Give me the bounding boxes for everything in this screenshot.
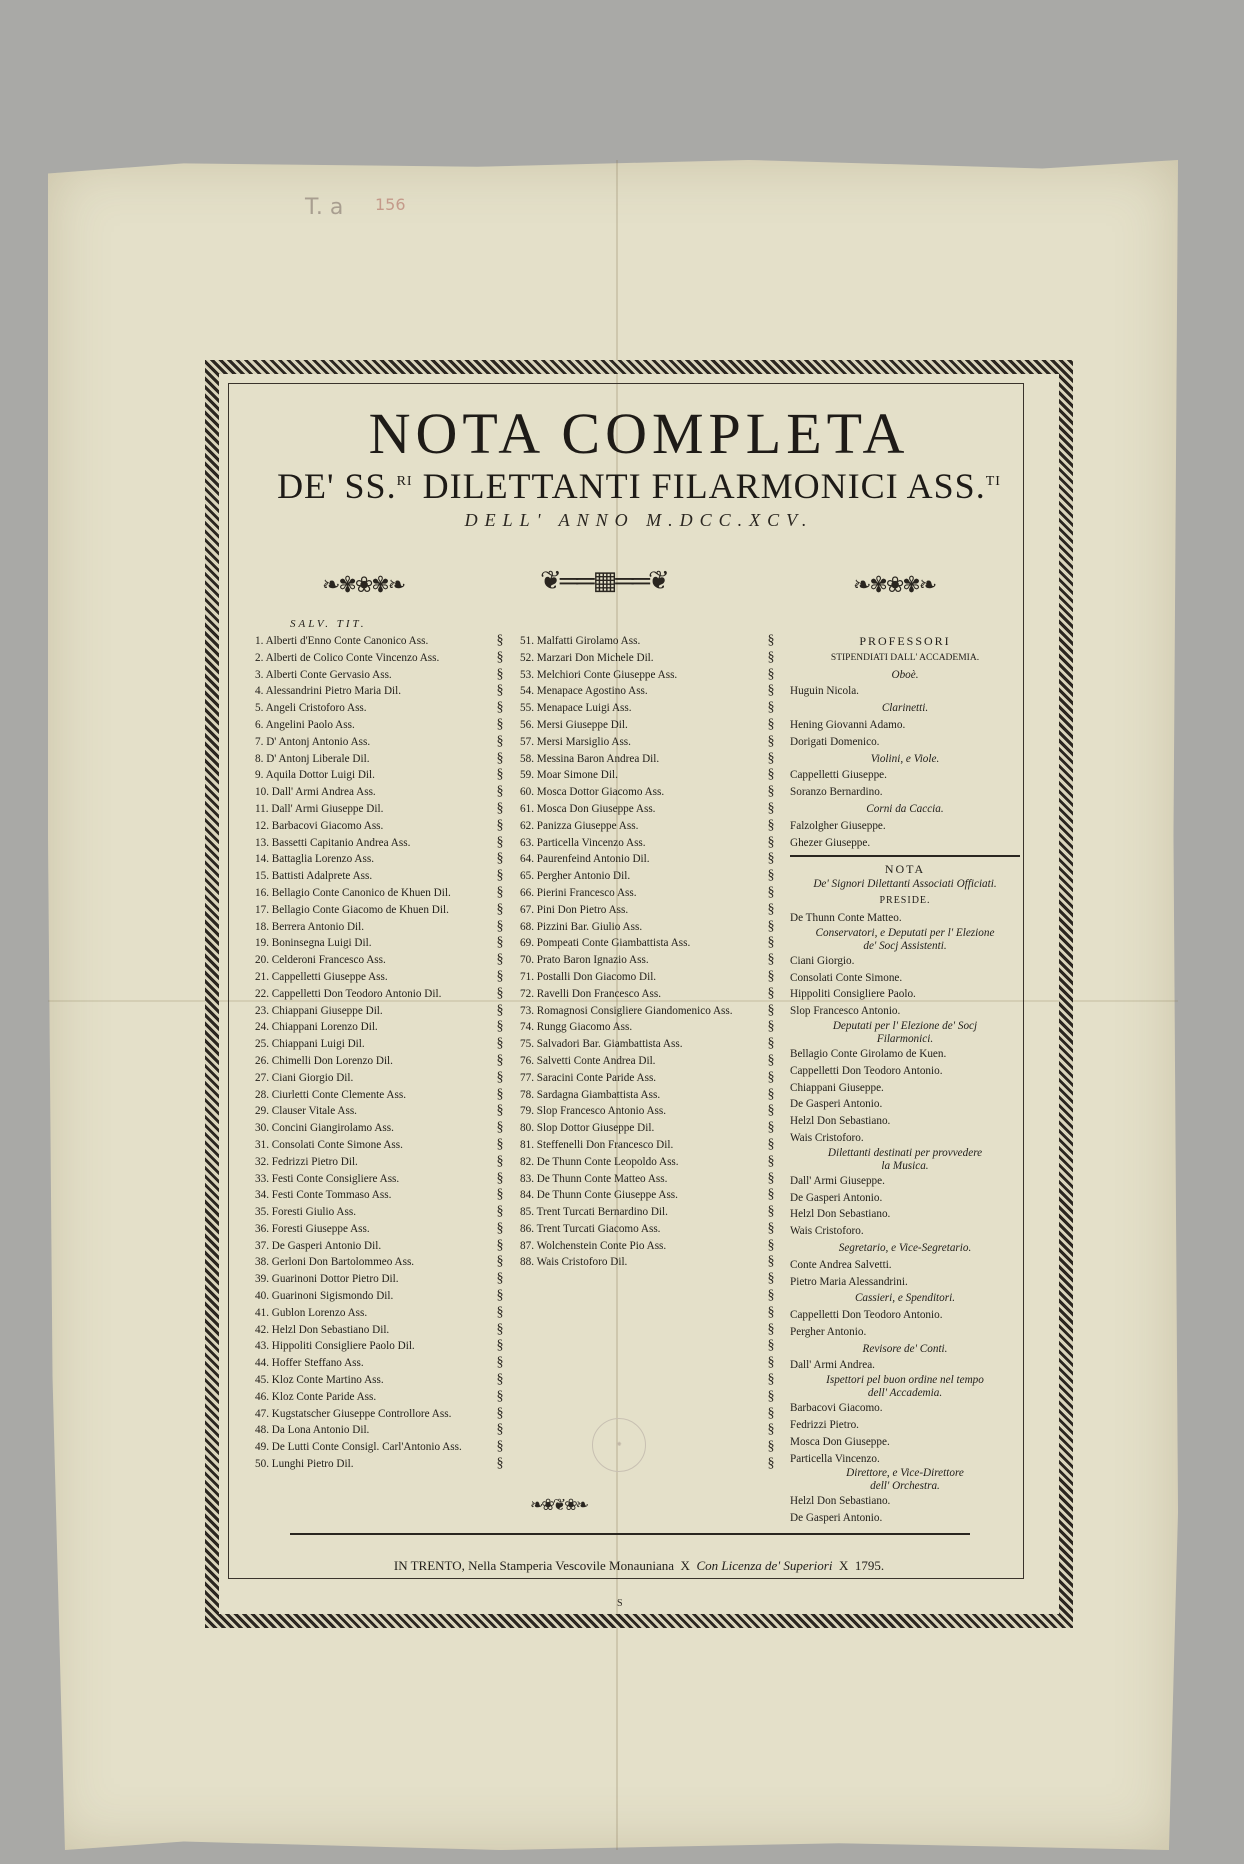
member-row: 34. Festi Conte Tommaso Ass. — [255, 1189, 392, 1202]
cassieri-list — [790, 1307, 1020, 1341]
member-row: 88. Wais Cristoforo Dil. — [520, 1256, 628, 1269]
divider-ornament: § — [496, 985, 504, 1001]
member-row: 86. Trent Turcati Giacomo Ass. — [520, 1222, 661, 1235]
member-row: 6. Angelini Paolo Ass. — [255, 718, 355, 731]
member-row: 76. Salvetti Conte Andrea Dil. — [520, 1054, 656, 1067]
members-list-1 — [255, 633, 462, 1473]
divider-ornament: § — [767, 1271, 775, 1287]
member-row: 30. Concini Giangirolamo Ass. — [255, 1122, 394, 1135]
divider-ornament: § — [496, 1204, 504, 1220]
member-row: 11. Dall' Armi Giuseppe Dil. — [255, 802, 384, 815]
member-row: 68. Pizzini Bar. Giulio Ass. — [520, 920, 643, 933]
divider-ornament: § — [767, 817, 775, 833]
imprint-licence: Con Licenza de' Superiori — [696, 1558, 833, 1573]
member-row: 74. Rungg Giacomo Ass. — [520, 1021, 633, 1034]
divider-ornament: § — [767, 952, 775, 968]
year-line: DELL' ANNO M.DCC.XCV. — [464, 510, 814, 530]
divider-ornament: § — [496, 666, 504, 682]
divider-ornament: § — [496, 649, 504, 665]
officer-name: Ghezer Giuseppe. — [790, 836, 871, 849]
member-row: 5. Angeli Cristoforo Ass. — [255, 702, 367, 715]
officer-name: Dall' Armi Giuseppe. — [790, 1174, 885, 1187]
member-row: 26. Chimelli Don Lorenzo Dil. — [255, 1054, 393, 1067]
divider-ornament: § — [496, 1187, 504, 1203]
officer-name: Helzl Don Sebastiano. — [790, 1115, 891, 1128]
page-title: NOTA COMPLETA — [368, 401, 910, 466]
divider-ornament: § — [767, 901, 775, 917]
officer-name: Conte Andrea Salvetti. — [790, 1258, 892, 1271]
divider-ornament: § — [496, 1170, 504, 1186]
member-row: 83. De Thunn Conte Matteo Ass. — [520, 1172, 668, 1185]
imprint-separator-2: X — [838, 1558, 849, 1573]
divider-ornament: § — [767, 683, 775, 699]
officer-name: Huguin Nicola. — [790, 685, 859, 698]
divider-ornament: § — [496, 868, 504, 884]
professori-subheading: STIPENDIATI DALL' ACCADEMIA. — [830, 652, 980, 663]
divider-ornament: § — [496, 851, 504, 867]
officer-name: Dall' Armi Andrea. — [790, 1359, 875, 1372]
member-row: 4. Alessandrini Pietro Maria Dil. — [255, 685, 402, 698]
dilettanti-label: Dilettanti destinati per provvedere — [827, 1146, 983, 1159]
member-row: 39. Guarinoni Dottor Pietro Dil. — [255, 1273, 399, 1286]
direttore-label-2: dell' Orchestra. — [870, 1480, 940, 1493]
divider-ornament: § — [767, 1019, 775, 1035]
pencil-number: 156 — [375, 195, 406, 214]
member-row: 17. Bellagio Conte Giacomo de Khuen Dil. — [255, 903, 449, 916]
member-row: 70. Prato Baron Ignazio Ass. — [520, 954, 649, 967]
divider-ornament: § — [767, 800, 775, 816]
member-row: 58. Messina Baron Andrea Dil. — [520, 752, 660, 765]
member-row: 12. Barbacovi Giacomo Ass. — [255, 819, 384, 832]
member-row: 49. De Lutti Conte Consigl. Carl'Antonio Ass. — [255, 1441, 462, 1454]
divider-ornament: § — [496, 716, 504, 732]
divider-ornament: § — [496, 700, 504, 716]
member-row: 51. Malfatti Girolamo Ass. — [520, 635, 641, 647]
member-row: 23. Chiappani Giuseppe Dil. — [255, 1004, 383, 1017]
member-row: 46. Kloz Conte Paride Ass. — [255, 1390, 377, 1403]
divider-ornament: § — [767, 1456, 775, 1472]
member-row: 81. Steffenelli Don Francesco Dil. — [520, 1138, 674, 1151]
conservatori-label-2: de' Socj Assistenti. — [863, 939, 947, 952]
member-row: 65. Pergher Antonio Dil. — [520, 870, 631, 883]
officer-name: Wais Cristoforo. — [790, 1225, 864, 1238]
divider-ornament: § — [767, 834, 775, 850]
column-divider-2 — [764, 633, 778, 1473]
divider-ornament: § — [496, 1271, 504, 1287]
officer-name: Barbacovi Giacomo. — [790, 1402, 883, 1415]
member-row: 54. Menapace Agostino Ass. — [520, 685, 648, 698]
divider-ornament: § — [496, 952, 504, 968]
clarinet-list — [790, 717, 1020, 751]
member-row: 63. Particella Vincenzo Ass. — [520, 836, 646, 849]
divider-ornament: § — [767, 985, 775, 1001]
member-row: 18. Berrera Antonio Dil. — [255, 920, 365, 933]
deputati-label: Deputati per l' Elezione de' Socj — [832, 1019, 978, 1032]
ornament-left: ❧✾❀✾❧ — [322, 572, 405, 597]
member-row: 82. De Thunn Conte Leopoldo Ass. — [520, 1155, 679, 1168]
divider-ornament: § — [767, 1439, 775, 1455]
divider-ornament: § — [767, 1204, 775, 1220]
divider-ornament: § — [767, 666, 775, 682]
ornament-right: ❧✾❀✾❧ — [853, 572, 936, 597]
member-row: 25. Chiappani Luigi Dil. — [255, 1038, 365, 1051]
divider-ornament: § — [767, 868, 775, 884]
divider-ornament: § — [767, 884, 775, 900]
divider-ornament: § — [767, 1170, 775, 1186]
divider-ornament: § — [767, 649, 775, 665]
officer-name: De Gasperi Antonio. — [790, 1098, 883, 1111]
officer-name: Chiappani Giuseppe. — [790, 1081, 884, 1094]
divider-ornament: § — [496, 1321, 504, 1337]
imprint-year: 1795. — [854, 1558, 885, 1573]
member-row: 62. Panizza Giuseppe Ass. — [520, 819, 639, 832]
member-row: 10. Dall' Armi Andrea Ass. — [255, 786, 376, 799]
member-row: 7. D' Antonj Antonio Ass. — [255, 735, 371, 748]
divider-ornament: § — [496, 968, 504, 984]
officer-name: De Gasperi Antonio. — [790, 1191, 883, 1204]
divider-ornament: § — [496, 1456, 504, 1472]
divider-ornament: § — [496, 1304, 504, 1320]
revisore-label: Revisore de' Conti. — [862, 1342, 948, 1355]
officer-name: Pergher Antonio. — [790, 1325, 867, 1338]
member-row: 73. Romagnosi Consigliere Giandomenico Ass. — [520, 1004, 733, 1017]
signature-mark: S — [617, 1598, 623, 1609]
divider-ornament: § — [496, 1388, 504, 1404]
divider-ornament: § — [767, 1372, 775, 1388]
officer-name: Pietro Maria Alessandrini. — [790, 1275, 908, 1288]
divider-ornament: § — [767, 935, 775, 951]
divider-ornament: § — [767, 733, 775, 749]
member-row: 37. De Gasperi Antonio Dil. — [255, 1239, 382, 1252]
divider-ornament: § — [496, 1136, 504, 1152]
member-row: 71. Postalli Don Giacomo Dil. — [520, 970, 657, 983]
divider-ornament: § — [496, 817, 504, 833]
officer-name: Bellagio Conte Girolamo de Kuen. — [790, 1047, 947, 1060]
page-subtitle: DE' SS.$^{RI}$ DILETTANTI FILARMONICI ASS.$^{TI}$ — [277, 466, 1001, 506]
officer-name: Hippoliti Consigliere Paolo. — [790, 988, 916, 1001]
officer-name: Falzolgher Giuseppe. — [790, 819, 886, 832]
divider-ornament: § — [496, 1422, 504, 1438]
member-row: 14. Battaglia Lorenzo Ass. — [255, 853, 374, 866]
divider-ornament: § — [767, 851, 775, 867]
divider-ornament: § — [496, 1019, 504, 1035]
officer-name: Helzl Don Sebastiano. — [790, 1495, 891, 1508]
revisore-list — [790, 1357, 1020, 1374]
horn-label: Corni da Caccia. — [866, 802, 944, 815]
divider-ornament: § — [767, 1422, 775, 1438]
divider-ornament: § — [496, 901, 504, 917]
nota-subheading: De' Signori Dilettanti Associati Officiati. — [813, 878, 997, 891]
member-row: 52. Marzari Don Michele Dil. — [520, 651, 654, 664]
member-row: 38. Gerloni Don Bartolommeo Ass. — [255, 1256, 415, 1269]
divider-ornament: § — [767, 1069, 775, 1085]
officer-name: Soranzo Bernardino. — [790, 786, 883, 799]
dilettanti-label-2: la Musica. — [881, 1159, 929, 1172]
divider-ornament: § — [496, 1153, 504, 1169]
imprint-separator-1: X — [680, 1558, 690, 1573]
direttore-list — [790, 1493, 1020, 1527]
direttore-label: Direttore, e Vice-Direttore — [846, 1467, 964, 1480]
ispettori-label: Ispettori pel buon ordine nel tempo — [826, 1374, 984, 1387]
member-row: 80. Slop Dottor Giuseppe Dil. — [520, 1122, 655, 1135]
conservatori-label: Conservatori, e Deputati per l' Elezione — [815, 926, 995, 939]
divider-ornament: § — [767, 1052, 775, 1068]
member-row: 27. Ciani Giorgio Dil. — [255, 1071, 354, 1084]
imprint-line — [205, 1558, 1073, 1574]
officer-name: Mosca Don Giuseppe. — [790, 1435, 890, 1448]
member-row: 59. Moar Simone Dil. — [520, 769, 618, 782]
member-row: 77. Saracini Conte Paride Ass. — [520, 1071, 657, 1084]
member-row: 28. Ciurletti Conte Clemente Ass. — [255, 1088, 407, 1101]
clarinet-label: Clarinetti. — [881, 702, 929, 715]
officer-name: Particella Vincenzo. — [790, 1452, 880, 1465]
horn-list — [790, 818, 1020, 852]
pencil-shelfmark: T. a — [305, 195, 344, 220]
member-row: 32. Fedrizzi Pietro Dil. — [255, 1155, 358, 1168]
officer-name: Slop Francesco Antonio. — [790, 1005, 901, 1018]
member-row: 53. Melchiori Conte Giuseppe Ass. — [520, 668, 678, 681]
member-row: 22. Cappelletti Don Teodoro Antonio Dil. — [255, 987, 442, 1000]
member-row: 50. Lunghi Pietro Dil. — [255, 1458, 354, 1471]
divider-ornament: § — [496, 1338, 504, 1354]
ornament-center: ❦══▦══❦ — [540, 566, 668, 595]
column-divider-1 — [493, 633, 507, 1473]
divider-ornament: § — [496, 1220, 504, 1236]
member-row: 78. Sardagna Giambattista Ass. — [520, 1088, 661, 1101]
divider-ornament: § — [496, 733, 504, 749]
divider-ornament: § — [496, 1120, 504, 1136]
divider-ornament: § — [496, 750, 504, 766]
member-row: 87. Wolchenstein Conte Pio Ass. — [520, 1239, 667, 1252]
divider-ornament: § — [767, 1103, 775, 1119]
member-row: 48. Da Lona Antonio Dil. — [255, 1424, 370, 1437]
member-row: 61. Mosca Don Giuseppe Ass. — [520, 802, 656, 815]
officer-name: Cappelletti Don Teodoro Antonio. — [790, 1309, 943, 1322]
divider-ornament: § — [496, 1372, 504, 1388]
member-row: 33. Festi Conte Consigliere Ass. — [255, 1172, 400, 1185]
divider-ornament: § — [767, 767, 775, 783]
member-row: 35. Foresti Giulio Ass. — [255, 1206, 357, 1219]
officer-name: Wais Cristoforo. — [790, 1131, 864, 1144]
divider-ornament: § — [496, 1069, 504, 1085]
member-row: 40. Guarinoni Sigismondo Dil. — [255, 1290, 394, 1303]
member-row: 21. Cappelletti Giuseppe Ass. — [255, 970, 388, 983]
divider-ornament: § — [496, 1254, 504, 1270]
divider-ornament: § — [767, 1136, 775, 1152]
member-row: 2. Alberti de Colico Conte Vincenzo Ass. — [255, 651, 440, 664]
member-row: 56. Mersi Giuseppe Dil. — [520, 718, 628, 731]
library-stamp: ✺ — [592, 1418, 646, 1472]
divider-ornament: § — [496, 935, 504, 951]
divider-ornament: § — [767, 716, 775, 732]
member-row: 60. Mosca Dottor Giacomo Ass. — [520, 786, 665, 799]
member-row: 57. Mersi Marsiglio Ass. — [520, 735, 631, 748]
preside-label: PRESIDE. — [879, 895, 931, 907]
ispettori-label-2: dell' Accademia. — [867, 1387, 943, 1400]
oboe-label: Oboè. — [891, 668, 919, 681]
member-row: 84. De Thunn Conte Giuseppe Ass. — [520, 1189, 678, 1202]
officer-name: Ciani Giorgio. — [790, 954, 855, 967]
member-row: 13. Bassetti Capitanio Andrea Ass. — [255, 836, 411, 849]
officer-name: Consolati Conte Simone. — [790, 971, 903, 984]
divider-ornament: § — [496, 1052, 504, 1068]
divider-ornament: § — [767, 1153, 775, 1169]
divider-ornament: § — [767, 1220, 775, 1236]
member-row: 8. D' Antonj Liberale Dil. — [255, 752, 370, 765]
divider-ornament: § — [496, 1036, 504, 1052]
member-row: 29. Clauser Vitale Ass. — [255, 1105, 357, 1118]
divider-ornament: § — [767, 1254, 775, 1270]
divider-ornament: § — [767, 1405, 775, 1421]
imprint-place: IN TRENTO, Nella Stamperia Vescovile Monauniana — [393, 1558, 675, 1573]
member-row: 1. Alberti d'Enno Conte Canonico Ass. — [255, 635, 429, 647]
member-row: 85. Trent Turcati Bernardino Dil. — [520, 1206, 668, 1219]
member-row: 55. Menapace Luigi Ass. — [520, 702, 632, 715]
member-row: 41. Gublon Lorenzo Ass. — [255, 1306, 368, 1319]
divider-ornament: § — [767, 1321, 775, 1337]
member-row: 44. Hoffer Steffano Ass. — [255, 1357, 364, 1370]
deputati-label-2: Filarmonici. — [876, 1032, 934, 1045]
member-row: 45. Kloz Conte Martino Ass. — [255, 1374, 384, 1387]
divider-ornament: § — [496, 1288, 504, 1304]
oboe-list — [790, 683, 1020, 700]
officer-name: De Gasperi Antonio. — [790, 1512, 883, 1525]
member-row: 24. Chiappani Lorenzo Dil. — [255, 1021, 378, 1034]
divider-ornament: § — [767, 1304, 775, 1320]
bottom-rule — [290, 1533, 970, 1535]
officer-name: Hening Giovanni Adamo. — [790, 718, 906, 731]
conservatori-list — [790, 953, 1020, 1020]
divider-ornament: § — [496, 1405, 504, 1421]
member-row: 72. Ravelli Don Francesco Ass. — [520, 987, 662, 1000]
violin-list — [790, 767, 1020, 801]
divider-ornament: § — [496, 767, 504, 783]
member-row: 15. Battisti Adalprete Ass. — [255, 870, 373, 883]
officer-name: Cappelletti Don Teodoro Antonio. — [790, 1064, 943, 1077]
officer-name: Helzl Don Sebastiano. — [790, 1208, 891, 1221]
divider-ornament: § — [496, 633, 504, 648]
segretario-label: Segretario, e Vice-Segretario. — [838, 1241, 972, 1254]
violin-label: Violini, e Viole. — [870, 752, 940, 765]
divider-ornament: § — [496, 1355, 504, 1371]
members-list-2 — [520, 633, 733, 1271]
member-row: 19. Boninsegna Luigi Dil. — [255, 937, 372, 950]
member-row: 16. Bellagio Conte Canonico de Khuen Dil. — [255, 886, 451, 899]
member-row: 67. Pini Don Pietro Ass. — [520, 903, 629, 916]
section-rule — [790, 855, 1020, 857]
officer-name: Fedrizzi Pietro. — [790, 1419, 859, 1432]
divider-ornament: § — [767, 1237, 775, 1253]
divider-ornament: § — [767, 1355, 775, 1371]
divider-ornament: § — [767, 633, 775, 648]
divider-ornament: § — [496, 1002, 504, 1018]
divider-ornament: § — [767, 700, 775, 716]
member-row: 64. Paurenfeind Antonio Dil. — [520, 853, 650, 866]
preside-list — [790, 910, 1020, 927]
officer-name: Dorigati Domenico. — [790, 735, 880, 748]
divider-ornament: § — [767, 1388, 775, 1404]
deputati-list — [790, 1046, 1020, 1147]
member-row: 3. Alberti Conte Gervasio Ass. — [255, 668, 392, 681]
divider-ornament: § — [496, 918, 504, 934]
member-row: 43. Hippoliti Consigliere Paolo Dil. — [255, 1340, 415, 1353]
divider-ornament: § — [767, 1187, 775, 1203]
member-row: 79. Slop Francesco Antonio Ass. — [520, 1105, 667, 1118]
divider-ornament: § — [767, 784, 775, 800]
divider-ornament: § — [767, 968, 775, 984]
professori-heading: PROFESSORI — [859, 634, 951, 648]
cassieri-label: Cassieri, e Spenditori. — [854, 1292, 956, 1305]
divider-ornament: § — [496, 800, 504, 816]
divider-ornament: § — [496, 683, 504, 699]
member-row: 69. Pompeati Conte Giambattista Ass. — [520, 937, 691, 950]
divider-ornament: § — [767, 1338, 775, 1354]
salutation: SALV. TIT. — [290, 618, 367, 630]
divider-ornament: § — [496, 834, 504, 850]
divider-ornament: § — [496, 1237, 504, 1253]
ornament-bottom: ❧❀❦❀❧ — [530, 1497, 588, 1514]
divider-ornament: § — [496, 1439, 504, 1455]
divider-ornament: § — [496, 784, 504, 800]
nota-heading: NOTA — [884, 862, 926, 877]
divider-ornament: § — [767, 1120, 775, 1136]
member-row: 20. Celderoni Francesco Ass. — [255, 954, 386, 967]
divider-ornament: § — [496, 1103, 504, 1119]
divider-ornament: § — [496, 884, 504, 900]
officer-name: Cappelletti Giuseppe. — [790, 769, 887, 782]
divider-ornament: § — [767, 1002, 775, 1018]
member-row: 42. Helzl Don Sebastiano Dil. — [255, 1323, 390, 1336]
member-row: 66. Pierini Francesco Ass. — [520, 886, 637, 899]
segretario-list — [790, 1257, 1020, 1291]
officers-column — [790, 633, 1020, 1527]
divider-ornament: § — [767, 750, 775, 766]
member-row: 47. Kugstatscher Giuseppe Controllore Ass. — [255, 1407, 452, 1420]
divider-ornament: § — [767, 1086, 775, 1102]
officer-name: De Thunn Conte Matteo. — [790, 911, 902, 924]
member-row: 31. Consolati Conte Simone Ass. — [255, 1138, 403, 1151]
dilettanti-list — [790, 1173, 1020, 1240]
member-row: 36. Foresti Giuseppe Ass. — [255, 1222, 370, 1235]
divider-ornament: § — [767, 1288, 775, 1304]
divider-ornament: § — [767, 1036, 775, 1052]
divider-ornament: § — [496, 1086, 504, 1102]
ispettori-list — [790, 1400, 1020, 1467]
member-row: 75. Salvadori Bar. Giambattista Ass. — [520, 1038, 683, 1051]
member-row: 9. Aquila Dottor Luigi Dil. — [255, 769, 375, 782]
divider-ornament: § — [767, 918, 775, 934]
